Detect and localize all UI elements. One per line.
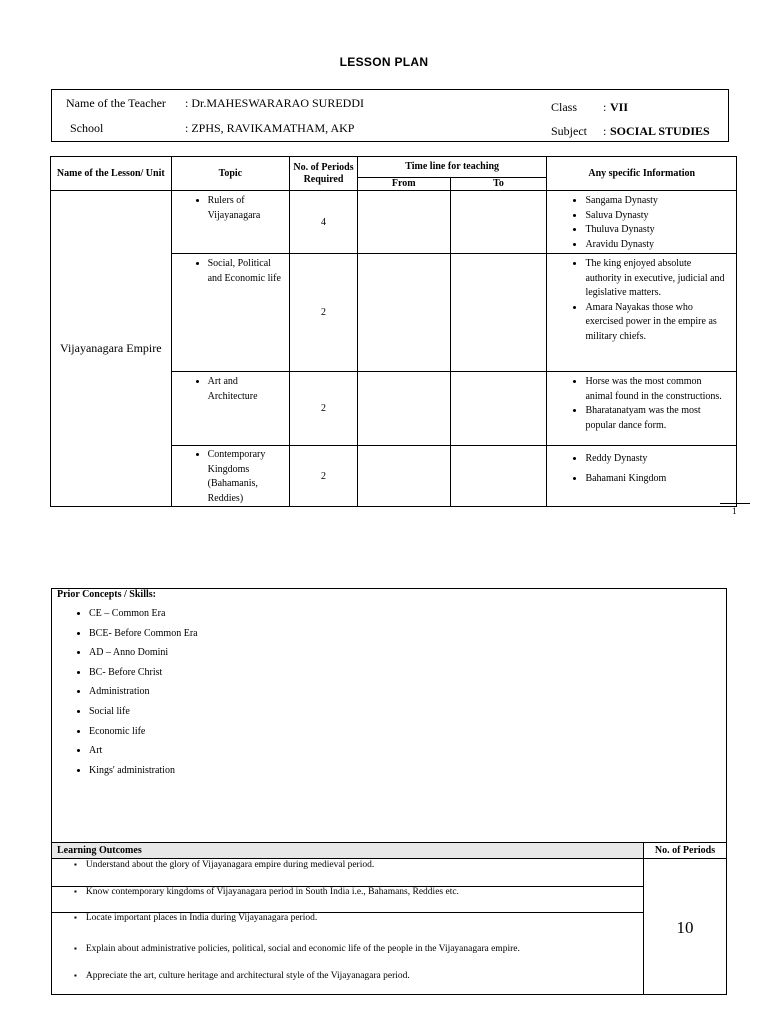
- periods-value: 2: [290, 254, 358, 372]
- no-of-periods-header: No. of Periods: [644, 842, 726, 859]
- page-number: 1: [732, 506, 737, 516]
- topic-text: • Rulers of Vijayanagara: [208, 194, 283, 223]
- learning-outcome: ▪ Locate important places in India during Vijayanagara period.: [74, 913, 317, 923]
- page-number-rule: [720, 503, 750, 504]
- header-lesson: Name of the Lesson/ Unit: [51, 157, 172, 191]
- info-item: • Aravidu Dynasty: [585, 238, 736, 253]
- list-item: • Kings' administration: [89, 761, 198, 781]
- info-item: • Bahamani Kingdom: [585, 469, 736, 489]
- prior-concepts-list: [51, 604, 198, 780]
- info-item: • Reddy Dynasty: [585, 449, 736, 469]
- header-topic: Topic: [171, 157, 289, 191]
- info-item: • Sangama Dynasty: [585, 194, 736, 209]
- learning-outcome: ▪ Explain about administrative policies, political, social and economic life of the people in the Vijayanagara empire.: [74, 944, 520, 954]
- to-cell: [450, 446, 547, 507]
- topic-text: • Social, Political and Economic life: [208, 257, 283, 286]
- periods-value: 4: [290, 191, 358, 254]
- from-cell: [357, 191, 450, 254]
- prior-concepts-title: Prior Concepts / Skills:: [57, 589, 156, 600]
- topic-text: • Contemporary Kingdoms (Bahamanis, Reddies): [208, 448, 285, 506]
- info-item: • Bharatanatyam was the most popular dance form.: [585, 404, 728, 433]
- table-row: [51, 191, 737, 254]
- info-item: • Amara Nayakas those who exercised power in the empire as military chiefs.: [585, 301, 728, 345]
- list-item: • CE – Common Era: [89, 604, 198, 624]
- lesson-name: Vijayanagara Empire: [51, 191, 172, 507]
- page-title: LESSON PLAN: [339, 55, 429, 69]
- no-of-periods-value: 10: [676, 918, 694, 937]
- class-sep: :: [603, 100, 607, 114]
- list-item: • BCE- Before Common Era: [89, 624, 198, 644]
- subject-value: SOCIAL STUDIES: [610, 124, 710, 138]
- to-cell: [450, 191, 547, 254]
- from-cell: [357, 372, 450, 446]
- class-label: Class: [551, 100, 578, 114]
- header-periods: No. of Periods Required: [290, 157, 358, 191]
- from-cell: [357, 254, 450, 372]
- info-item: • The king enjoyed absolute authority in executive, judicial and legislative matters.: [585, 257, 728, 301]
- row-divider: [643, 858, 727, 859]
- header-info: Any specific Information: [547, 157, 737, 191]
- list-item: • Administration: [89, 682, 198, 702]
- lesson-table: [50, 156, 737, 507]
- list-item: • BC- Before Christ: [89, 663, 198, 683]
- list-item: • Economic life: [89, 722, 198, 742]
- info-item: • Thuluva Dynasty: [585, 223, 736, 238]
- info-item: • Horse was the most common animal found in the constructions.: [585, 375, 728, 404]
- learning-outcome: ▪ Know contemporary kingdoms of Vijayanagara period in South India i.e., Bahamans, Reddies etc.: [74, 887, 459, 897]
- class-value: VII: [610, 100, 629, 114]
- to-cell: [450, 254, 547, 372]
- subject-label: Subject: [551, 124, 587, 138]
- teacher-label: Name of the Teacher: [66, 96, 166, 110]
- periods-value: 2: [290, 372, 358, 446]
- school-value: : ZPHS, RAVIKAMATHAM, AKP: [185, 121, 355, 135]
- school-label: School: [70, 121, 104, 135]
- learning-outcomes-title: Learning Outcomes: [57, 845, 142, 856]
- learning-outcome: ▪ Understand about the glory of Vijayanagara empire during medieval period.: [74, 860, 374, 870]
- topic-text: • Art and Architecture: [208, 375, 285, 404]
- to-cell: [450, 372, 547, 446]
- learning-outcome: ▪ Appreciate the art, culture heritage and architectural style of the Vijayanagara period.: [74, 971, 410, 981]
- list-item: • Art: [89, 741, 198, 761]
- list-item: • AD – Anno Domini: [89, 643, 198, 663]
- periods-value: 2: [290, 446, 358, 507]
- subject-sep: :: [603, 124, 607, 138]
- list-item: • Social life: [89, 702, 198, 722]
- from-cell: [357, 446, 450, 507]
- info-item: • Saluva Dynasty: [585, 209, 736, 224]
- teacher-value: : Dr.MAHESWARARAO SUREDDI: [185, 96, 365, 110]
- header-to: To: [450, 178, 547, 191]
- header-from: From: [357, 178, 450, 191]
- learning-outcomes-header: [52, 842, 643, 859]
- header-timeline: Time line for teaching: [357, 157, 547, 178]
